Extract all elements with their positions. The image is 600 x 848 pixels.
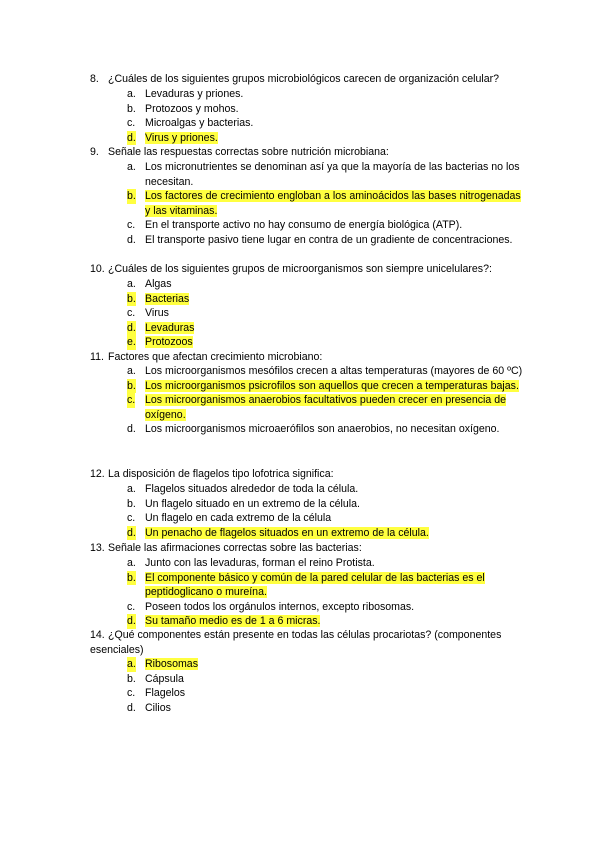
question-9: 9. Señale las respuestas correctas sobre nutrición microbiana: [90, 146, 389, 158]
question-text: La disposición de flagelos tipo lofotrica significa: [108, 468, 334, 480]
option: a. Flagelos situados alrededor de toda la célula. [127, 483, 359, 495]
question-text: Factores que afectan crecimiento microbiano: [108, 351, 323, 363]
options-12 [127, 482, 527, 540]
question-text: Señale las afirmaciones correctas sobre las bacterias: [108, 542, 362, 554]
option-highlighted: c. Los microorganismos anaerobios facultativos pueden crecer en presencia de oxígeno. [127, 394, 506, 421]
question-text: ¿Qué componentes están presente en todas las células procariotas? (componentes esenciales) [90, 629, 502, 656]
options-8 [127, 87, 527, 145]
option-highlighted: b. Los microorganismos psicrofilos son aquellos que crecen a temperaturas bajas. [127, 379, 519, 392]
option-highlighted: a. Ribosomas [127, 658, 198, 670]
options-9 [127, 160, 527, 248]
option: c. Poseen todos los orgánulos internos, excepto ribosomas. [127, 600, 415, 613]
option: a. Levaduras y priones. [127, 88, 244, 100]
options-10 [127, 277, 527, 350]
question-text: ¿Cuáles de los siguientes grupos de microorganismos son siempre unicelulares?: [108, 263, 492, 275]
option: c. Un flagelo en cada extremo de la célula [127, 512, 332, 525]
option-highlighted: d. Un penacho de flagelos situados en un extremo de la célula. [127, 526, 429, 539]
option-highlighted: d. Su tamaño medio es de 1 a 6 micras. [127, 615, 321, 628]
option-highlighted: d. Levaduras [127, 321, 195, 334]
option: b. Un flagelo situado en un extremo de la célula. [127, 497, 360, 510]
option-highlighted: d. Virus y priones. [127, 131, 218, 144]
question-text: Señale las respuestas correctas sobre nutrición microbiana: [108, 146, 389, 158]
question-text: ¿Cuáles de los siguientes grupos microbiológicos carecen de organización celular? [108, 73, 500, 85]
options-11 [127, 364, 527, 437]
question-14: 14. ¿Qué componentes están presente en todas las células procariotas? (componentes esenciales) [90, 629, 502, 656]
option: d. Los microorganismos microaerófilos son anaerobios, no necesitan oxígeno. [127, 423, 500, 436]
option: a. Algas [127, 278, 172, 290]
options-13 [127, 556, 527, 629]
question-13: 13. Señale las afirmaciones correctas sobre las bacterias: [90, 542, 362, 554]
question-11: 11. Factores que afectan crecimiento microbiano: [90, 351, 323, 363]
option: d. Cilios [127, 701, 171, 714]
question-12: 12. La disposición de flagelos tipo lofotrica significa: [90, 468, 334, 480]
option-highlighted: b. Los factores de crecimiento engloban a los aminoácidos las bases nitrogenadas y las vitaminas. [127, 190, 521, 217]
option-highlighted: b. El componente básico y común de la pared celular de las bacterias es el peptidoglicano o mureína. [127, 571, 485, 599]
option: a. Junto con las levaduras, forman el reino Protista. [127, 557, 375, 569]
option: c. En el transporte activo no hay consumo de energía biológica (ATP). [127, 219, 463, 232]
option-highlighted: e. Protozoos [127, 336, 193, 349]
option: b. Cápsula [127, 672, 184, 685]
option-highlighted: b. Bacterias [127, 292, 190, 305]
question-8: 8. ¿Cuáles de los siguientes grupos microbiológicos carecen de organización celular? [90, 73, 500, 85]
option: c. Virus [127, 307, 169, 320]
option: b. Protozoos y mohos. [127, 102, 239, 115]
option: c. Microalgas y bacterias. [127, 117, 254, 130]
option: c. Flagelos [127, 687, 186, 700]
options-14 [127, 657, 527, 715]
option: a. Los micronutrientes se denominan así ya que la mayoría de las bacterias no los necesitan. [127, 161, 520, 188]
option: a. Los microorganismos mesófilos crecen a altas temperaturas (mayores de 60 ºC) [127, 365, 523, 377]
question-10: 10. ¿Cuáles de los siguientes grupos de microorganismos son siempre unicelulares?: [90, 263, 492, 275]
option: d. El transporte pasivo tiene lugar en contra de un gradiente de concentraciones. [127, 233, 513, 246]
